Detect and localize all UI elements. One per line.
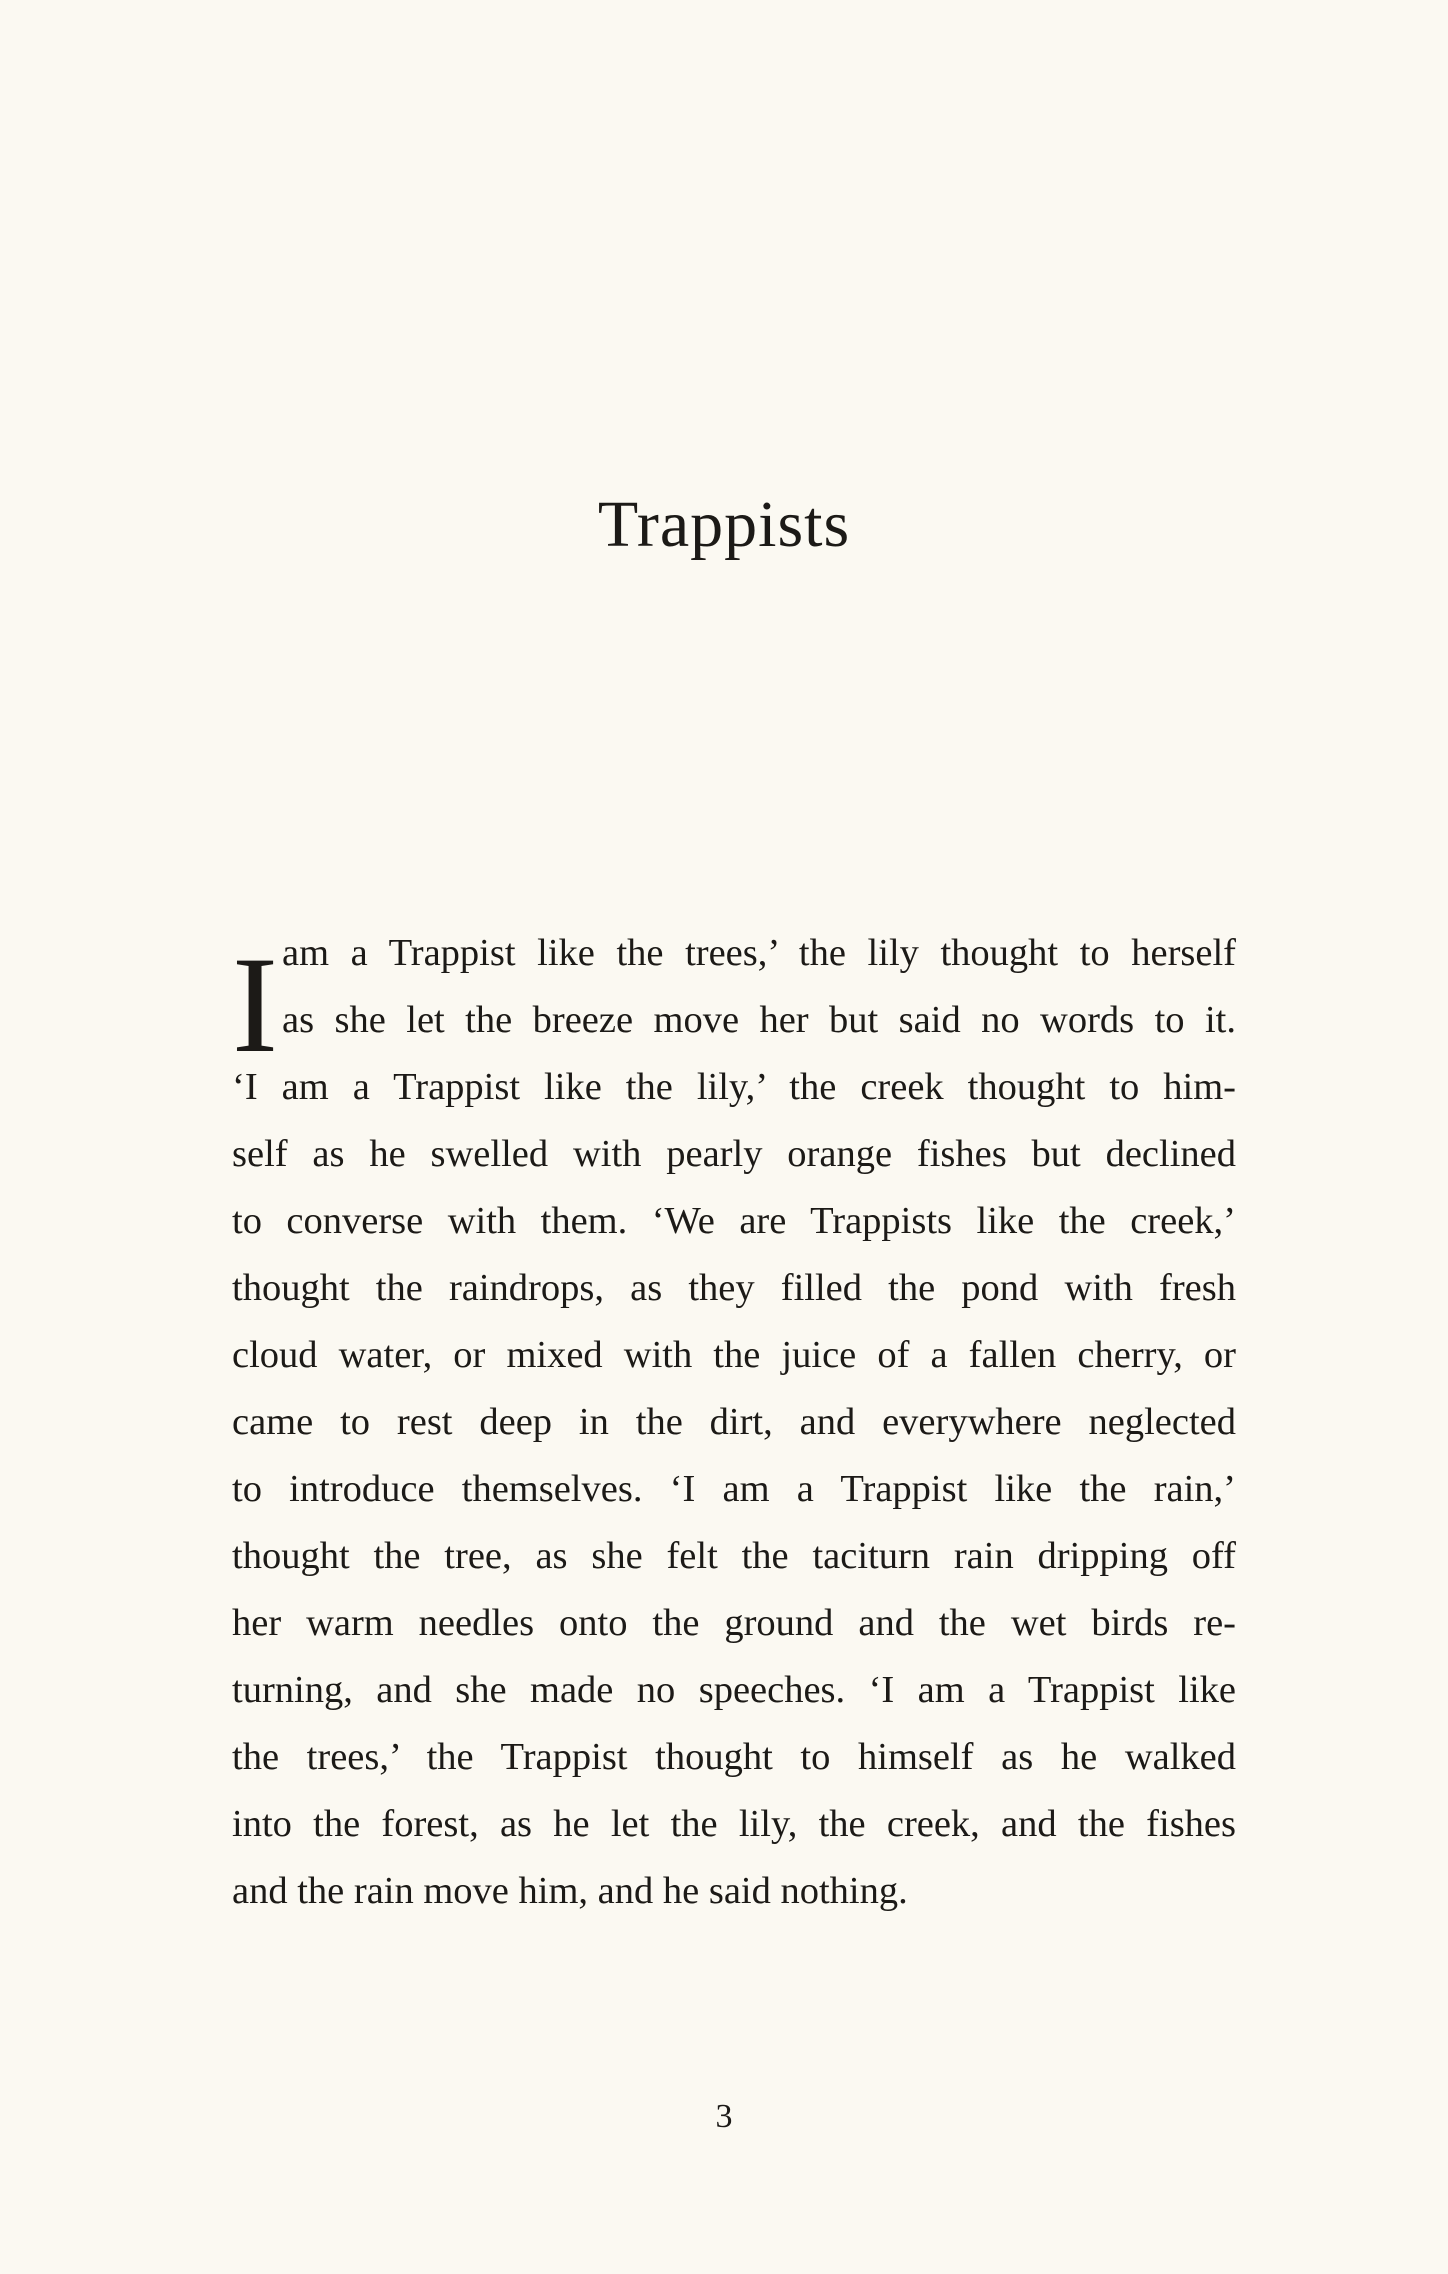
text-line: into the forest, as he let the lily, the creek, and the fishes <box>232 1803 1236 1845</box>
chapter-title: Trappists <box>597 488 851 561</box>
text-line: cloud water, or mixed with the juice of a fallen cherry, or <box>232 1334 1236 1376</box>
text-line: turning, and she made no speeches. ‘I am a Trappist like <box>232 1669 1236 1711</box>
page-number: 3 <box>715 2098 733 2135</box>
text-line: am a Trappist like the trees,’ the lily thought to herself <box>282 932 1236 974</box>
text-line: the trees,’ the Trappist thought to himself as he walked <box>232 1736 1236 1778</box>
text-line: thought the tree, as she felt the taciturn rain dripping off <box>232 1535 1236 1577</box>
text-line: as she let the breeze move her but said no words to it. <box>282 999 1236 1041</box>
text-line: ‘I am a Trappist like the lily,’ the creek thought to him- <box>232 1066 1236 1108</box>
text-line: to introduce themselves. ‘I am a Trappist like the rain,’ <box>232 1468 1236 1510</box>
text-line: thought the raindrops, as they filled the pond with fresh <box>232 1267 1236 1309</box>
body-text <box>232 920 1236 1925</box>
text-line: to converse with them. ‘We are Trappists like the creek,’ <box>232 1200 1236 1242</box>
text-line: came to rest deep in the dirt, and everywhere neglected <box>232 1401 1236 1443</box>
text-line: self as he swelled with pearly orange fishes but declined <box>232 1133 1236 1175</box>
text-line: and the rain move him, and he said nothing. <box>232 1870 908 1912</box>
text-line: her warm needles onto the ground and the wet birds re- <box>232 1602 1236 1644</box>
drop-cap: I <box>232 928 278 1081</box>
